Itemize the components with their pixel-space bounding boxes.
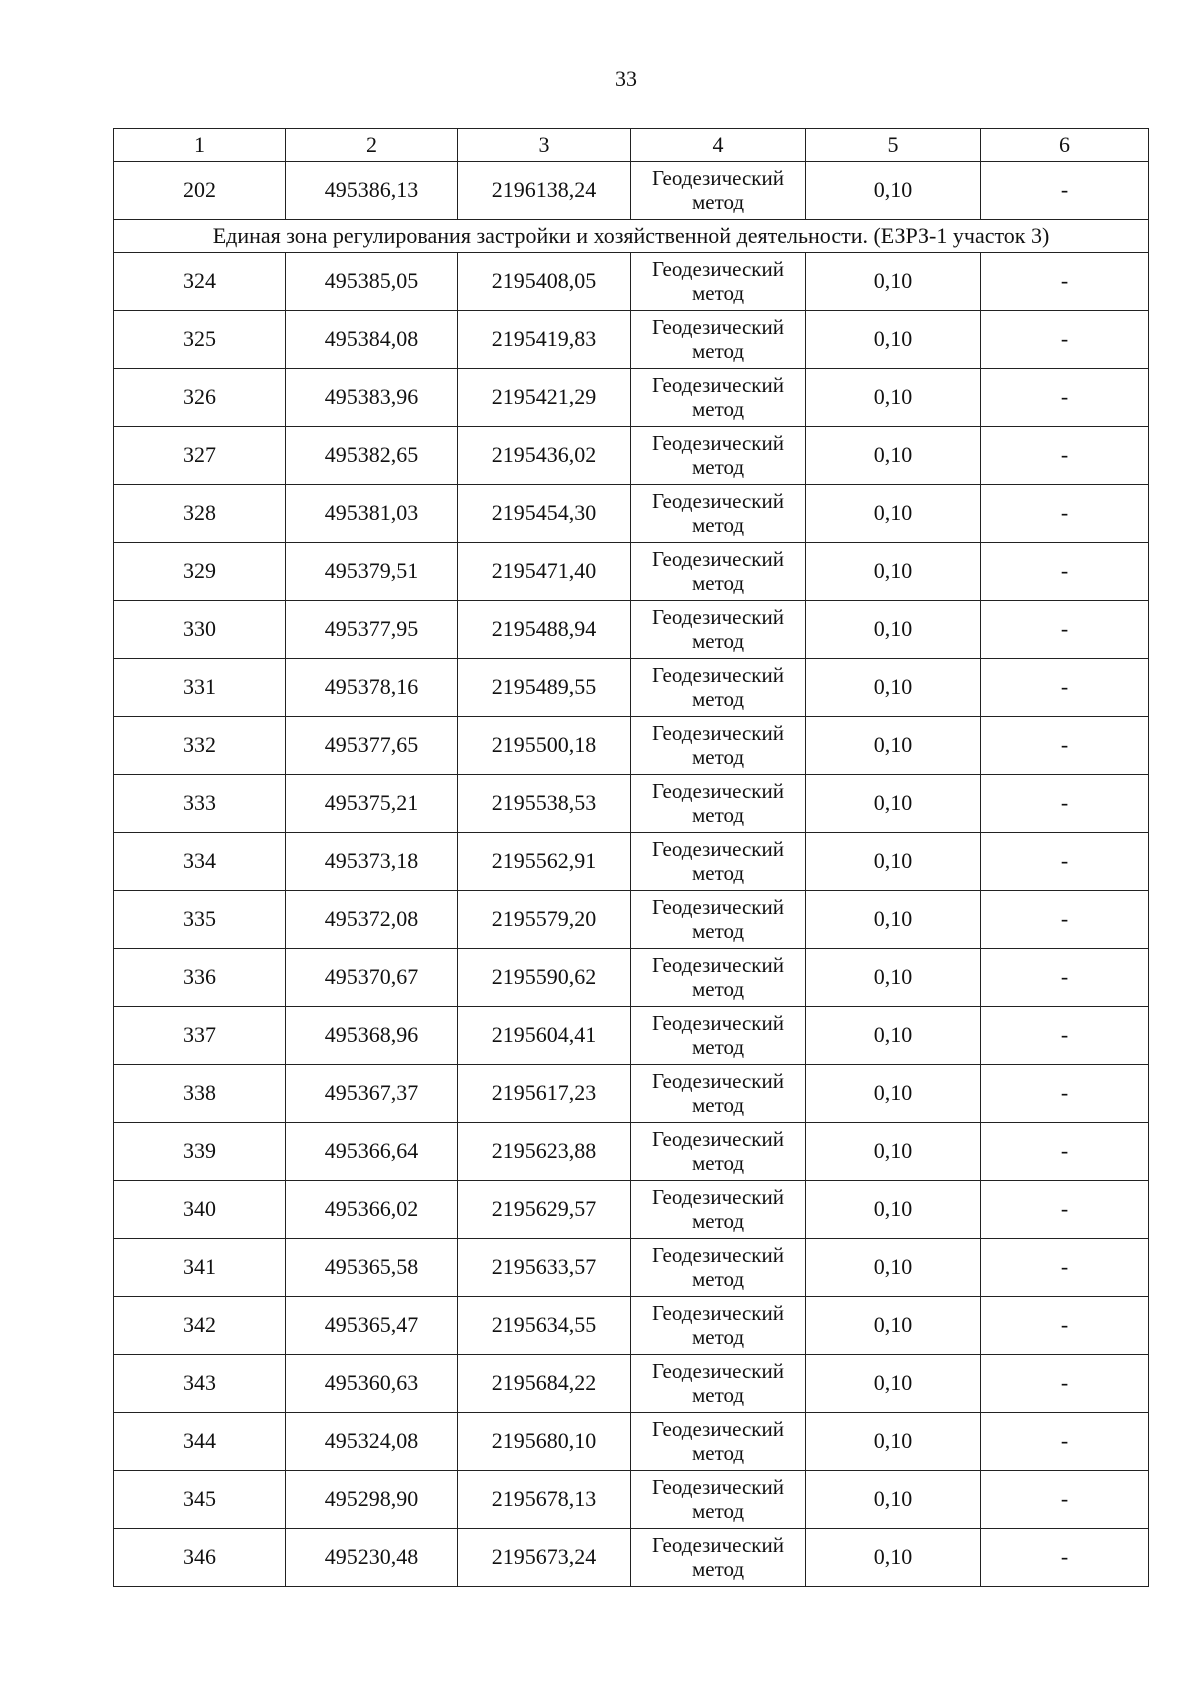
column-header: 5	[806, 129, 981, 162]
x-coordinate-cell: 495384,08	[286, 311, 458, 369]
table-row	[114, 1239, 1149, 1297]
y-coordinate-cell: 2195684,22	[458, 1355, 631, 1413]
x-coordinate-cell: 495382,65	[286, 427, 458, 485]
note-cell: -	[981, 1239, 1149, 1297]
note-cell: -	[981, 1529, 1149, 1587]
point-number-cell: 340	[114, 1181, 286, 1239]
precision-cell: 0,10	[806, 1065, 981, 1123]
precision-cell: 0,10	[806, 485, 981, 543]
method-cell: Геодезический метод	[631, 1065, 806, 1123]
coordinates-table	[113, 128, 1149, 1587]
y-coordinate-cell: 2195579,20	[458, 891, 631, 949]
note-cell: -	[981, 1471, 1149, 1529]
x-coordinate-cell: 495230,48	[286, 1529, 458, 1587]
table-row	[114, 1471, 1149, 1529]
precision-cell: 0,10	[806, 1123, 981, 1181]
point-number-cell: 330	[114, 601, 286, 659]
x-coordinate-cell: 495368,96	[286, 1007, 458, 1065]
x-coordinate-cell: 495385,05	[286, 253, 458, 311]
x-coordinate-cell: 495365,58	[286, 1239, 458, 1297]
x-coordinate-cell: 495372,08	[286, 891, 458, 949]
table-row	[114, 1123, 1149, 1181]
note-cell: -	[981, 1413, 1149, 1471]
method-cell: Геодезический метод	[631, 1007, 806, 1065]
table-row	[114, 1355, 1149, 1413]
point-number-cell: 328	[114, 485, 286, 543]
table-row	[114, 601, 1149, 659]
table-row	[114, 162, 1149, 220]
point-number-cell: 327	[114, 427, 286, 485]
note-cell: -	[981, 659, 1149, 717]
point-number-cell: 335	[114, 891, 286, 949]
precision-cell: 0,10	[806, 659, 981, 717]
x-coordinate-cell: 495360,63	[286, 1355, 458, 1413]
table-row	[114, 369, 1149, 427]
method-cell: Геодезический метод	[631, 253, 806, 311]
table-row	[114, 253, 1149, 311]
point-number-cell: 345	[114, 1471, 286, 1529]
note-cell: -	[981, 775, 1149, 833]
note-cell: -	[981, 311, 1149, 369]
point-number-cell: 324	[114, 253, 286, 311]
table-row	[114, 891, 1149, 949]
x-coordinate-cell: 495378,16	[286, 659, 458, 717]
point-number-cell: 326	[114, 369, 286, 427]
y-coordinate-cell: 2195562,91	[458, 833, 631, 891]
note-cell: -	[981, 833, 1149, 891]
y-coordinate-cell: 2195419,83	[458, 311, 631, 369]
x-coordinate-cell: 495324,08	[286, 1413, 458, 1471]
method-cell: Геодезический метод	[631, 891, 806, 949]
column-header: 3	[458, 129, 631, 162]
point-number-cell: 339	[114, 1123, 286, 1181]
y-coordinate-cell: 2195604,41	[458, 1007, 631, 1065]
point-number-cell: 341	[114, 1239, 286, 1297]
method-cell: Геодезический метод	[631, 311, 806, 369]
table-row	[114, 427, 1149, 485]
table-row	[114, 543, 1149, 601]
note-cell: -	[981, 601, 1149, 659]
y-coordinate-cell: 2195633,57	[458, 1239, 631, 1297]
precision-cell: 0,10	[806, 601, 981, 659]
y-coordinate-cell: 2195590,62	[458, 949, 631, 1007]
x-coordinate-cell: 495366,02	[286, 1181, 458, 1239]
y-coordinate-cell: 2195623,88	[458, 1123, 631, 1181]
table-row	[114, 1065, 1149, 1123]
method-cell: Геодезический метод	[631, 833, 806, 891]
method-cell: Геодезический метод	[631, 162, 806, 220]
y-coordinate-cell: 2195436,02	[458, 427, 631, 485]
point-number-cell: 338	[114, 1065, 286, 1123]
coordinates-table-body	[114, 129, 1149, 1587]
precision-cell: 0,10	[806, 1529, 981, 1587]
precision-cell: 0,10	[806, 949, 981, 1007]
table-row	[114, 717, 1149, 775]
page-number: 33	[615, 66, 637, 91]
x-coordinate-cell: 495386,13	[286, 162, 458, 220]
section-title: Единая зона регулирования застройки и хозяйственной деятельности. (ЕЗРЗ-1 участок 3)	[114, 220, 1149, 253]
precision-cell: 0,10	[806, 717, 981, 775]
precision-cell: 0,10	[806, 1355, 981, 1413]
method-cell: Геодезический метод	[631, 717, 806, 775]
method-cell: Геодезический метод	[631, 659, 806, 717]
table-row	[114, 833, 1149, 891]
x-coordinate-cell: 495365,47	[286, 1297, 458, 1355]
table-row	[114, 485, 1149, 543]
y-coordinate-cell: 2195617,23	[458, 1065, 631, 1123]
precision-cell: 0,10	[806, 1239, 981, 1297]
y-coordinate-cell: 2195634,55	[458, 1297, 631, 1355]
method-cell: Геодезический метод	[631, 485, 806, 543]
y-coordinate-cell: 2195421,29	[458, 369, 631, 427]
y-coordinate-cell: 2195678,13	[458, 1471, 631, 1529]
table-row	[114, 949, 1149, 1007]
method-cell: Геодезический метод	[631, 543, 806, 601]
table-row	[114, 1181, 1149, 1239]
note-cell: -	[981, 717, 1149, 775]
y-coordinate-cell: 2195629,57	[458, 1181, 631, 1239]
note-cell: -	[981, 162, 1149, 220]
point-number-cell: 332	[114, 717, 286, 775]
method-cell: Геодезический метод	[631, 775, 806, 833]
method-cell: Геодезический метод	[631, 1239, 806, 1297]
table-row	[114, 1297, 1149, 1355]
y-coordinate-cell: 2195454,30	[458, 485, 631, 543]
x-coordinate-cell: 495377,95	[286, 601, 458, 659]
x-coordinate-cell: 495373,18	[286, 833, 458, 891]
note-cell: -	[981, 543, 1149, 601]
x-coordinate-cell: 495375,21	[286, 775, 458, 833]
precision-cell: 0,10	[806, 369, 981, 427]
point-number-cell: 331	[114, 659, 286, 717]
table-row	[114, 1529, 1149, 1587]
y-coordinate-cell: 2195500,18	[458, 717, 631, 775]
point-number-cell: 344	[114, 1413, 286, 1471]
y-coordinate-cell: 2196138,24	[458, 162, 631, 220]
x-coordinate-cell: 495370,67	[286, 949, 458, 1007]
method-cell: Геодезический метод	[631, 1181, 806, 1239]
section-row	[114, 220, 1149, 253]
header-row	[114, 129, 1149, 162]
point-number-cell: 346	[114, 1529, 286, 1587]
point-number-cell: 333	[114, 775, 286, 833]
x-coordinate-cell: 495366,64	[286, 1123, 458, 1181]
note-cell: -	[981, 1297, 1149, 1355]
x-coordinate-cell: 495377,65	[286, 717, 458, 775]
x-coordinate-cell: 495367,37	[286, 1065, 458, 1123]
method-cell: Геодезический метод	[631, 1355, 806, 1413]
y-coordinate-cell: 2195471,40	[458, 543, 631, 601]
column-header: 6	[981, 129, 1149, 162]
precision-cell: 0,10	[806, 1297, 981, 1355]
y-coordinate-cell: 2195489,55	[458, 659, 631, 717]
method-cell: Геодезический метод	[631, 1471, 806, 1529]
note-cell: -	[981, 485, 1149, 543]
note-cell: -	[981, 1355, 1149, 1413]
x-coordinate-cell: 495298,90	[286, 1471, 458, 1529]
precision-cell: 0,10	[806, 1471, 981, 1529]
table-row	[114, 311, 1149, 369]
precision-cell: 0,10	[806, 1007, 981, 1065]
note-cell: -	[981, 1007, 1149, 1065]
precision-cell: 0,10	[806, 253, 981, 311]
point-number-cell: 325	[114, 311, 286, 369]
precision-cell: 0,10	[806, 891, 981, 949]
point-number-cell: 336	[114, 949, 286, 1007]
point-number-cell: 334	[114, 833, 286, 891]
x-coordinate-cell: 495381,03	[286, 485, 458, 543]
column-header: 2	[286, 129, 458, 162]
table-row	[114, 659, 1149, 717]
note-cell: -	[981, 949, 1149, 1007]
point-number-cell: 329	[114, 543, 286, 601]
note-cell: -	[981, 369, 1149, 427]
method-cell: Геодезический метод	[631, 949, 806, 1007]
precision-cell: 0,10	[806, 543, 981, 601]
method-cell: Геодезический метод	[631, 427, 806, 485]
table-row	[114, 775, 1149, 833]
point-number-cell: 342	[114, 1297, 286, 1355]
point-number-cell: 343	[114, 1355, 286, 1413]
point-number-cell: 337	[114, 1007, 286, 1065]
note-cell: -	[981, 253, 1149, 311]
method-cell: Геодезический метод	[631, 1297, 806, 1355]
precision-cell: 0,10	[806, 162, 981, 220]
y-coordinate-cell: 2195673,24	[458, 1529, 631, 1587]
note-cell: -	[981, 1065, 1149, 1123]
precision-cell: 0,10	[806, 833, 981, 891]
y-coordinate-cell: 2195408,05	[458, 253, 631, 311]
method-cell: Геодезический метод	[631, 601, 806, 659]
precision-cell: 0,10	[806, 427, 981, 485]
table-row	[114, 1007, 1149, 1065]
y-coordinate-cell: 2195680,10	[458, 1413, 631, 1471]
point-number-cell: 202	[114, 162, 286, 220]
column-header: 1	[114, 129, 286, 162]
y-coordinate-cell: 2195538,53	[458, 775, 631, 833]
method-cell: Геодезический метод	[631, 369, 806, 427]
note-cell: -	[981, 427, 1149, 485]
column-header: 4	[631, 129, 806, 162]
precision-cell: 0,10	[806, 775, 981, 833]
note-cell: -	[981, 891, 1149, 949]
method-cell: Геодезический метод	[631, 1413, 806, 1471]
precision-cell: 0,10	[806, 1181, 981, 1239]
table-row	[114, 1413, 1149, 1471]
y-coordinate-cell: 2195488,94	[458, 601, 631, 659]
note-cell: -	[981, 1181, 1149, 1239]
precision-cell: 0,10	[806, 311, 981, 369]
x-coordinate-cell: 495383,96	[286, 369, 458, 427]
x-coordinate-cell: 495379,51	[286, 543, 458, 601]
method-cell: Геодезический метод	[631, 1123, 806, 1181]
method-cell: Геодезический метод	[631, 1529, 806, 1587]
note-cell: -	[981, 1123, 1149, 1181]
precision-cell: 0,10	[806, 1413, 981, 1471]
